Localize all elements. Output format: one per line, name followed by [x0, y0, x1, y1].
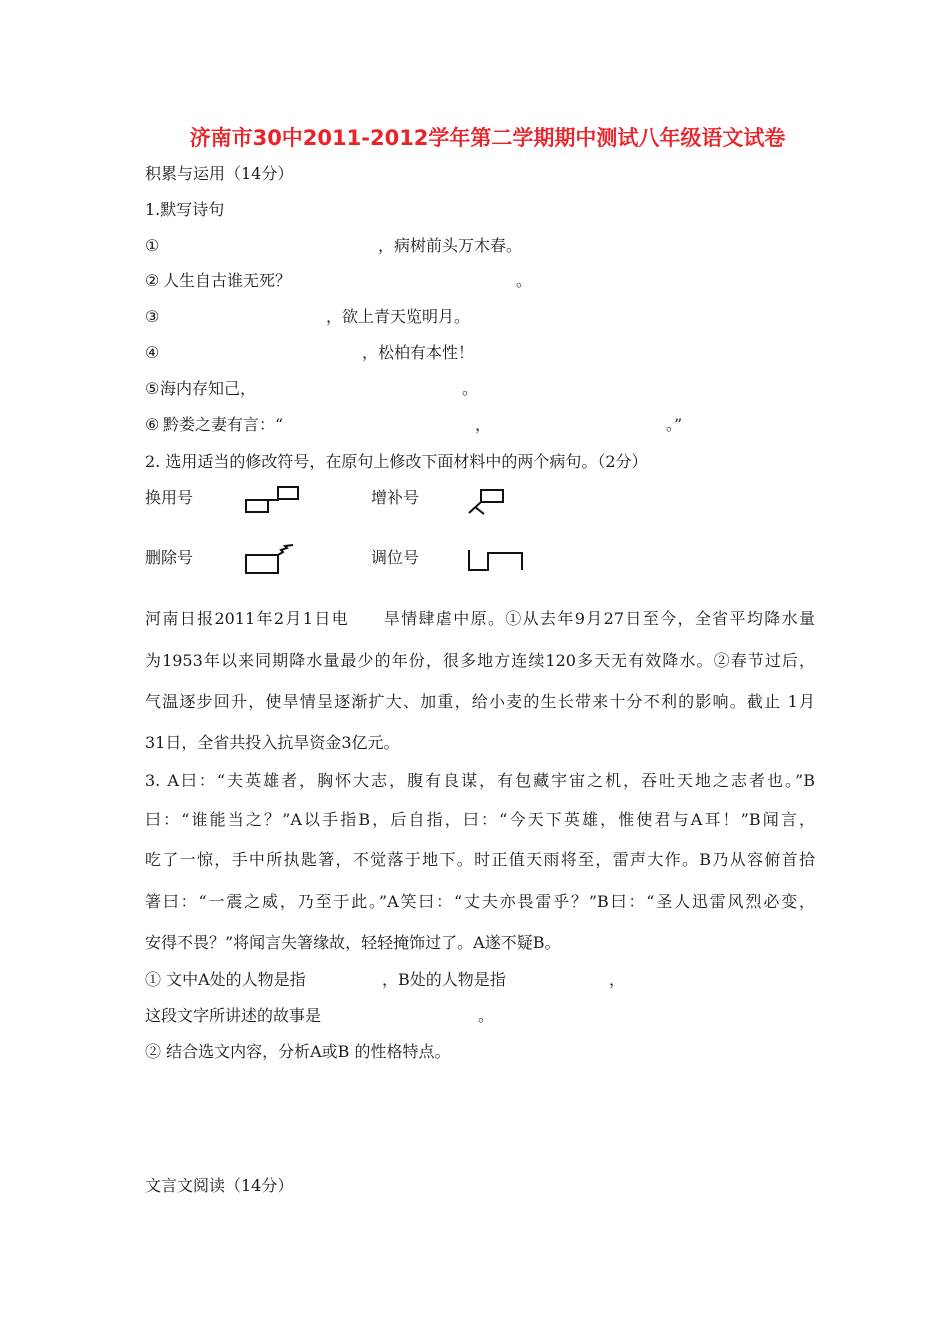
q2-passage-line: 为1953年以来同期降水量最少的年份，很多地方连续120多天无有效降水。②春节过后，	[145, 651, 815, 670]
q1-item-text: ，病树前头万木春。	[378, 236, 523, 255]
replace-symbol-icon	[244, 485, 300, 515]
q1-item-end: 。”	[666, 415, 683, 434]
symbol-label-insert: 增补号	[371, 488, 420, 507]
q1-item-text: 黔娄之妻有言：“	[163, 415, 284, 434]
q1-item-num: ④	[145, 343, 160, 362]
q3-passage-line: 箸曰：“一震之威，乃至于此。”A笑曰：“丈夫亦畏雷乎？”B曰：“圣人迅雷风烈必变，	[145, 892, 815, 911]
q3-sub1-a: ① 文中A处的人物是指	[145, 970, 306, 989]
q3-sub2: ② 结合选文内容，分析A或B 的性格特点。	[145, 1042, 451, 1061]
q3-sub1-c: ，	[609, 970, 626, 989]
delete-symbol-icon	[243, 543, 299, 577]
q1-item-end: 。	[462, 379, 479, 398]
q1-item-num: ⑤	[145, 379, 160, 398]
symbol-label-transpose: 调位号	[371, 548, 420, 567]
q1-item-text: ，松柏有本性！	[362, 343, 475, 362]
q1-item-text: 海内存知己，	[160, 379, 257, 398]
q3-passage-line: 吃了一惊，手中所执匙箸，不觉落于地下。时正值天雨将至，雷声大作。B乃从容俯首拾	[145, 850, 815, 869]
q1-item-num: ①	[145, 236, 160, 255]
q2-heading: 2. 选用适当的修改符号，在原句上修改下面材料中的两个病句。（2分）	[145, 452, 648, 471]
q2-passage-line: 31日，全省共投入抗旱资金3亿元。	[145, 733, 400, 752]
q1-item-text: ，欲上青天览明月。	[326, 307, 471, 326]
q1-item-num: ②	[145, 271, 160, 290]
symbol-label-delete: 删除号	[145, 548, 194, 567]
q3-sub1-d: 这段文字所讲述的故事是	[145, 1006, 322, 1025]
q2-passage-line: 气温逐步回升，使旱情呈逐渐扩大、加重，给小麦的生长带来十分不利的影响。截止 1月	[145, 692, 815, 711]
section-heading-classical-reading: 文言文阅读（14分）	[145, 1176, 294, 1195]
q3-sub1-b: ，B处的人物是指	[382, 970, 506, 989]
symbol-label-replace: 换用号	[145, 488, 194, 507]
q3-sub1-e: 。	[478, 1006, 495, 1025]
q1-item-text: 人生自古谁无死？	[163, 271, 292, 290]
section-heading-accumulation: 积累与运用（14分）	[145, 164, 294, 183]
q2-passage-line: 河南日报2011年2月1日电 旱情肆虐中原。①从去年9月27日至今，全省平均降水量	[145, 609, 815, 628]
transpose-symbol-icon	[466, 548, 526, 574]
q1-heading: 1.默写诗句	[145, 200, 225, 219]
q3-passage-line: 曰：“谁能当之？”A以手指B，后自指，曰：“今天下英雄，惟使君与A耳！”B闻言，	[145, 810, 815, 829]
q3-passage-line: 安得不畏？”将闻言失箸缘故，轻轻掩饰过了。A遂不疑B。	[145, 933, 561, 952]
insert-symbol-icon	[466, 487, 506, 517]
exam-title: 济南市30中2011-2012学年第二学期期中测试八年级语文试卷	[189, 126, 786, 150]
q1-item-num: ③	[145, 307, 160, 326]
q1-item-num: ⑥	[145, 415, 160, 434]
q1-item-end: 。	[516, 271, 533, 290]
q3-passage-line: 3. A曰：“夫英雄者，胸怀大志，腹有良谋，有包藏宇宙之机，吞吐天地之志者也。”B	[145, 771, 815, 790]
q1-item-mid: ，	[475, 415, 492, 434]
